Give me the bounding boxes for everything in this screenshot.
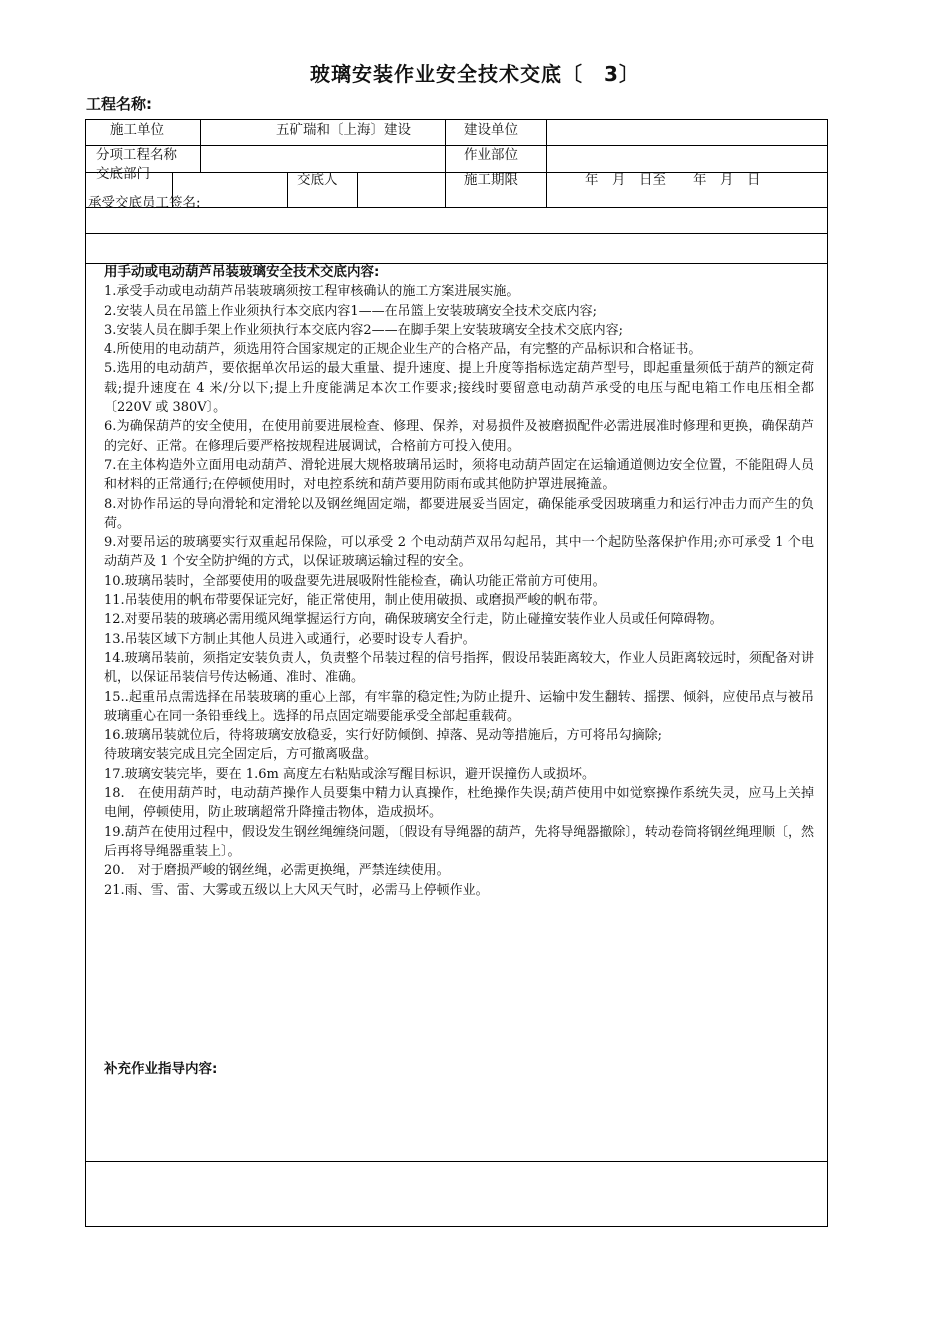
briefing-person-label: 交底人: [297, 172, 338, 188]
briefing-item: 19.葫芦在使用过程中，假设发生钢丝绳缠绕问题，〔假设有导绳器的葫芦，先将导绳器撤除〕，转动卷筒将钢丝绳理顺〔，然后再将导绳器重装上〕。: [104, 824, 814, 859]
construction-unit-value: 五矿瑞和〔上海〕建设: [276, 122, 411, 138]
work-location-label: 作业部位: [464, 147, 518, 163]
page-title: 玻璃安装作业安全技术交底〔 3〕: [310, 62, 640, 86]
briefing-item: 13.吊装区域下方制止其他人员进入或通行，必要时设专人看护。: [104, 631, 476, 647]
builder-unit-label: 建设单位: [464, 122, 518, 138]
briefing-item: 1.承受手动或电动葫芦吊装玻璃须按工程审核确认的施工方案进展实施。: [104, 284, 520, 300]
briefing-dept-label: 交底部门: [96, 166, 150, 182]
briefing-item: 3.安装人员在脚手架上作业须执行本交底内容2——在脚手架上安装玻璃安全技术交底内容;: [104, 322, 624, 338]
briefing-item: 2.安装人员在吊篮上作业须执行本交底内容1——在吊篮上安装玻璃安全技术交底内容;: [104, 303, 598, 319]
briefing-item: 18. 在使用葫芦时，电动葫芦操作人员要集中精力认真操作，杜绝操作失误;葫芦使用中如觉察操作系统失灵，应马上关掉电闸，停顿使用，防止玻璃超常升降撞击物体，造成损坏。: [104, 786, 814, 821]
briefing-item: 8.对协作吊运的导向滑轮和定滑轮以及钢丝绳固定端，都要进展妥当固定，确保能承受因玻璃重力和运行冲击力而产生的负荷。: [104, 496, 814, 531]
briefing-item: 9.对要吊运的玻璃要实行双重起吊保险，可以承受 2 个电动葫芦双吊勾起吊，其中一个起防坠落保护作用;亦可承受 1 个电动葫芦及 1 个安全防护绳的方式，以保证玻璃运输过程的安全。: [104, 535, 814, 570]
briefing-item: 4.所使用的电动葫芦，须选用符合国家规定的正规企业生产的合格产品，有完整的产品标识和合格证书。: [104, 342, 702, 358]
supplement-heading: 补充作业指导内容:: [104, 1061, 218, 1077]
briefing-item: 20. 对于磨损严峻的钢丝绳，必需更换绳，严禁连续使用。: [104, 863, 450, 879]
briefing-item: 15..起重吊点需选择在吊装玻璃的重心上部，有牢靠的稳定性;为防止提升、运输中发生翻转、摇摆、倾斜，应使吊点与被吊玻璃重心在同一条铅垂线上。选择的吊点固定端要能承受全部起重载荷。: [104, 689, 814, 724]
construction-period-label: 施工期限: [464, 172, 518, 188]
briefing-item: 待玻璃安装完成且完全固定后，方可撤离吸盘。: [104, 747, 378, 763]
briefing-item: 14.玻璃吊装前，须指定安装负责人，负责整个吊装过程的信号指挥，假设吊装距离较大，作业人员距离较远时，须配备对讲机，以保证吊装信号传达畅通、准时、准确。: [104, 650, 814, 686]
briefing-item: 21.雨、雪、雷、大雾或五级以上大风天气时，必需马上停顿作业。: [104, 882, 489, 898]
briefing-item: 11.吊装使用的帆布带要保证完好，能正常使用，制止使用破损、或磨损严峻的帆布带。: [104, 593, 606, 609]
briefing-items-list: [104, 282, 814, 900]
sub-project-label: 分项工程名称: [96, 147, 177, 163]
briefing-content: [104, 263, 814, 900]
staff-signature-label: 承受交底员工签名:: [88, 195, 201, 211]
briefing-item: 16.玻璃吊装就位后，待将玻璃安放稳妥，实行好防倾倒、掉落、晃动等措施后，方可将吊勾摘除;: [104, 728, 663, 744]
project-name-label: 工程名称:: [86, 95, 152, 113]
content-heading: 用手动或电动葫芦吊装玻璃安全技术交底内容:: [104, 264, 380, 280]
briefing-item: 10.玻璃吊装时，全部要使用的吸盘要先进展吸附性能检查，确认功能正常前方可使用。: [104, 573, 606, 589]
briefing-item: 6.为确保葫芦的安全使用，在使用前要进展检查、修理、保养，对易损件及被磨损配件必需进展准时修理和更换，确保葫芦的完好、正常。在修理后要严格按规程进展调试，合格前方可投入使用。: [104, 419, 814, 454]
briefing-item: 17.玻璃安装完毕，要在 1.6m 高度左右粘贴或涂写醒目标识，避开误撞伤人或损坏。: [104, 766, 595, 782]
briefing-item: 5.选用的电动葫芦，要依据单次吊运的最大重量、提升速度、提上升度等指标选定葫芦型号，即起重量须低于葫芦的额定荷载;提升速度在 4 米/分以下;提上升度能满足本次工作要求;接线时要留意电动葫芦承受的电压与配电箱工作电压相全都〔220V 或 380V〕。: [104, 361, 814, 416]
briefing-item: 7.在主体构造外立面用电动葫芦、滑轮进展大规格玻璃吊运时，须将电动葫芦固定在运输通道侧边安全位置，不能阻碍人员和材料的正常通行;在停顿使用时，对电控系统和葫芦要用防雨布或其他防护罩进展掩盖。: [104, 457, 814, 493]
construction-period-value: 年 月 日至 年 月 日: [585, 172, 761, 188]
construction-unit-label: 施工单位: [110, 122, 164, 138]
briefing-item: 12.对要吊装的玻璃必需用缆风绳掌握运行方向，确保玻璃安全行走，防止碰撞安装作业人员或任何障碍物。: [104, 612, 723, 628]
